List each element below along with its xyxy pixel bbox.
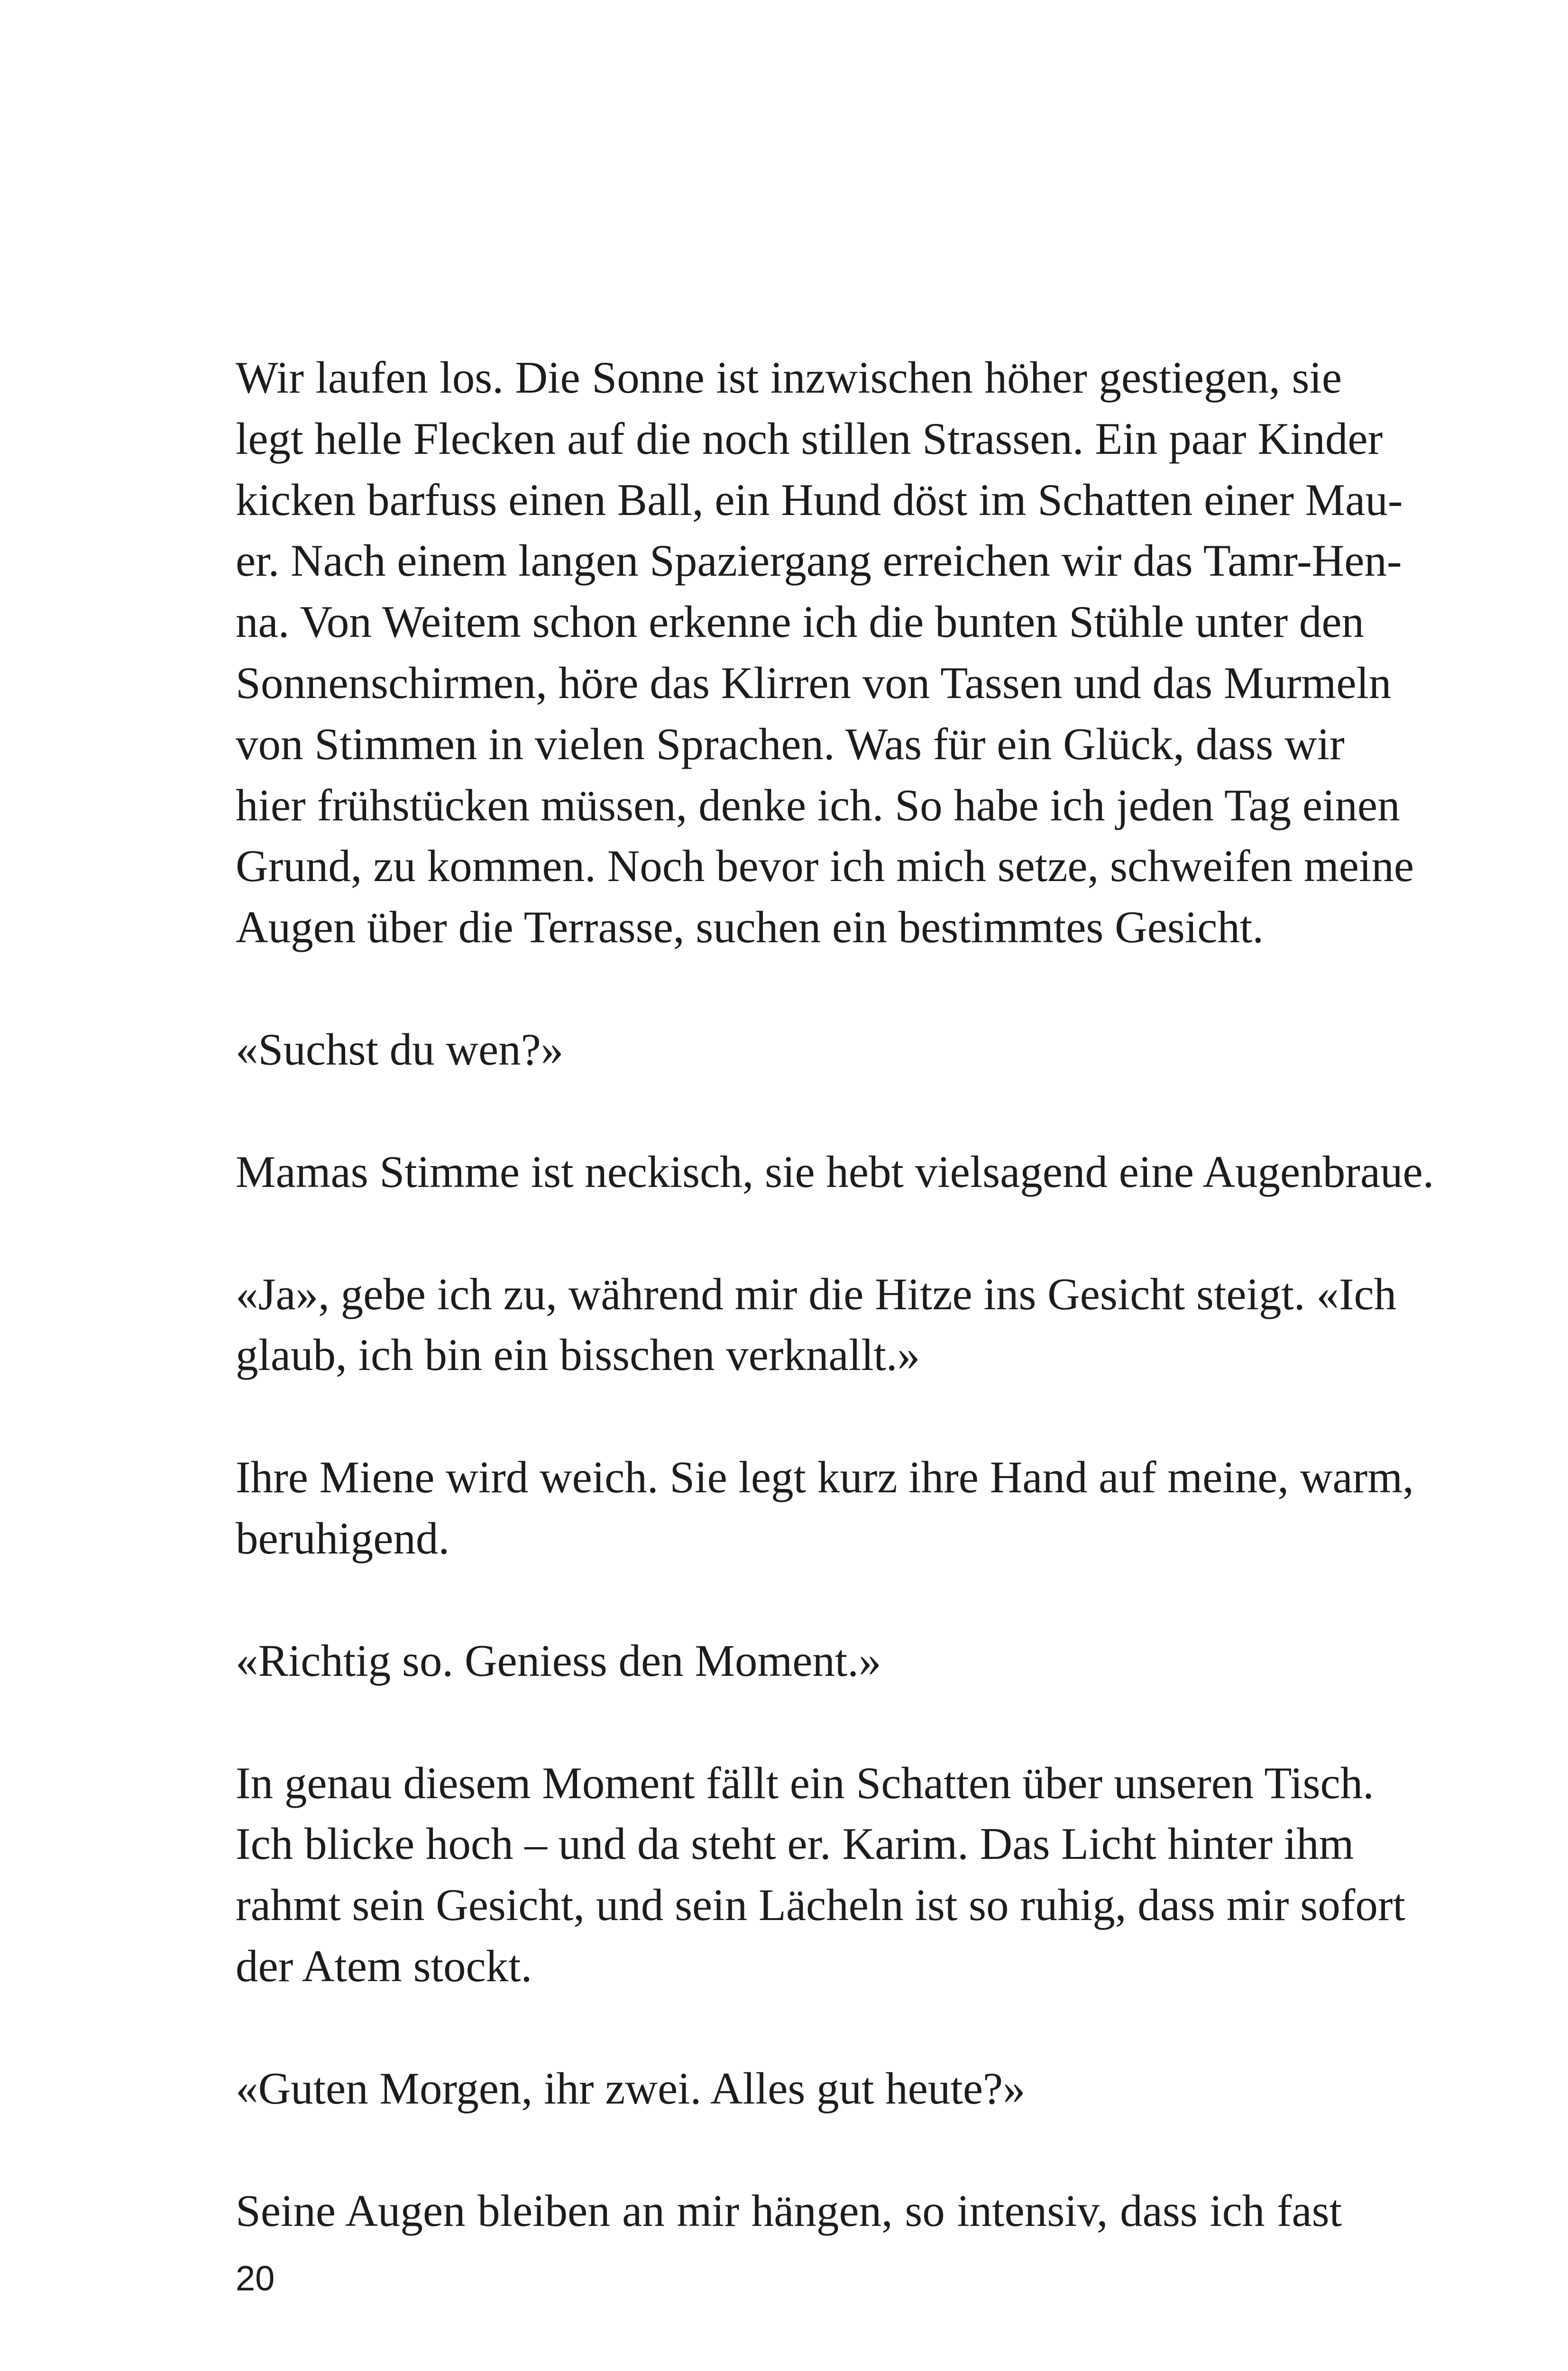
text-line: «Ja», gebe ich zu, während mir die Hitze ins Gesicht steigt. «Ich (236, 1268, 1397, 1319)
text-line: «Richtig so. Geniess den Moment.» (236, 1635, 881, 1686)
paragraph (236, 1630, 1342, 1691)
text-line: Ihre Miene wird weich. Sie legt kurz ihre Hand auf meine, warm, (236, 1452, 1414, 1503)
body-text (236, 347, 1434, 2241)
text-line: legt helle Flecken auf die noch stillen Strassen. Ein paar Kinder (236, 413, 1383, 464)
text-line: glaub, ich bin ein bisschen verknallt.» (236, 1330, 920, 1380)
text-line: «Suchst du wen?» (236, 1024, 564, 1075)
page-number: 20 (236, 2259, 275, 2298)
paragraph (236, 1447, 1414, 1569)
text-line: er. Nach einem langen Spaziergang erreichen wir das Tamr-Hen- (236, 535, 1402, 586)
paragraph-gap (236, 1691, 1342, 1753)
paragraph (236, 347, 1414, 958)
text-line: rahmt sein Gesicht, und sein Lächeln ist so ruhig, dass mir sofort (236, 1880, 1405, 1930)
paragraph-gap (236, 2119, 1342, 2180)
text-line: «Guten Morgen, ihr zwei. Alles gut heute?» (236, 2063, 1026, 2114)
text-line: na. Von Weitem schon erkenne ich die bunten Stühle unter den (236, 597, 1365, 647)
paragraph (236, 1753, 1405, 1997)
text-line: beruhigend. (236, 1513, 450, 1563)
text-line: Mamas Stimme ist neckisch, sie hebt vielsagend eine Augenbraue. (236, 1146, 1434, 1197)
text-line: Grund, zu kommen. Noch bevor ich mich setze, schweifen meine (236, 841, 1414, 891)
paragraph (236, 1019, 1342, 1080)
paragraph-gap (236, 1203, 1342, 1264)
paragraph-gap (236, 1997, 1342, 2058)
paragraph-gap (236, 958, 1342, 1019)
text-line: Seine Augen bleiben an mir hängen, so intensiv, dass ich fast (236, 2185, 1342, 2236)
paragraph-gap (236, 1569, 1342, 1630)
paragraph (236, 1141, 1434, 1203)
text-line: der Atem stockt. (236, 1940, 532, 1991)
paragraph (236, 2058, 1342, 2119)
text-line: Wir laufen los. Die Sonne ist inzwischen höher gestiegen, sie (236, 352, 1342, 403)
text-line: kicken barfuss einen Ball, ein Hund döst im Schatten einer Mau- (236, 474, 1403, 525)
text-line: Ich blicke hoch – und da steht er. Karim. Das Licht hinter ihm (236, 1819, 1354, 1869)
text-line: Sonnenschirmen, höre das Klirren von Tassen und das Murmeln (236, 657, 1392, 708)
paragraph (236, 1264, 1397, 1386)
paragraph-gap (236, 1386, 1342, 1447)
text-line: hier frühstücken müssen, denke ich. So habe ich jeden Tag einen (236, 780, 1400, 830)
paragraph (236, 2180, 1342, 2242)
text-line: In genau diesem Moment fällt ein Schatten über unseren Tisch. (236, 1757, 1374, 1808)
text-line: Augen über die Terrasse, suchen ein bestimmtes Gesicht. (236, 902, 1264, 953)
paragraph-gap (236, 1080, 1342, 1141)
text-line: von Stimmen in vielen Sprachen. Was für ein Glück, dass wir (236, 718, 1345, 769)
